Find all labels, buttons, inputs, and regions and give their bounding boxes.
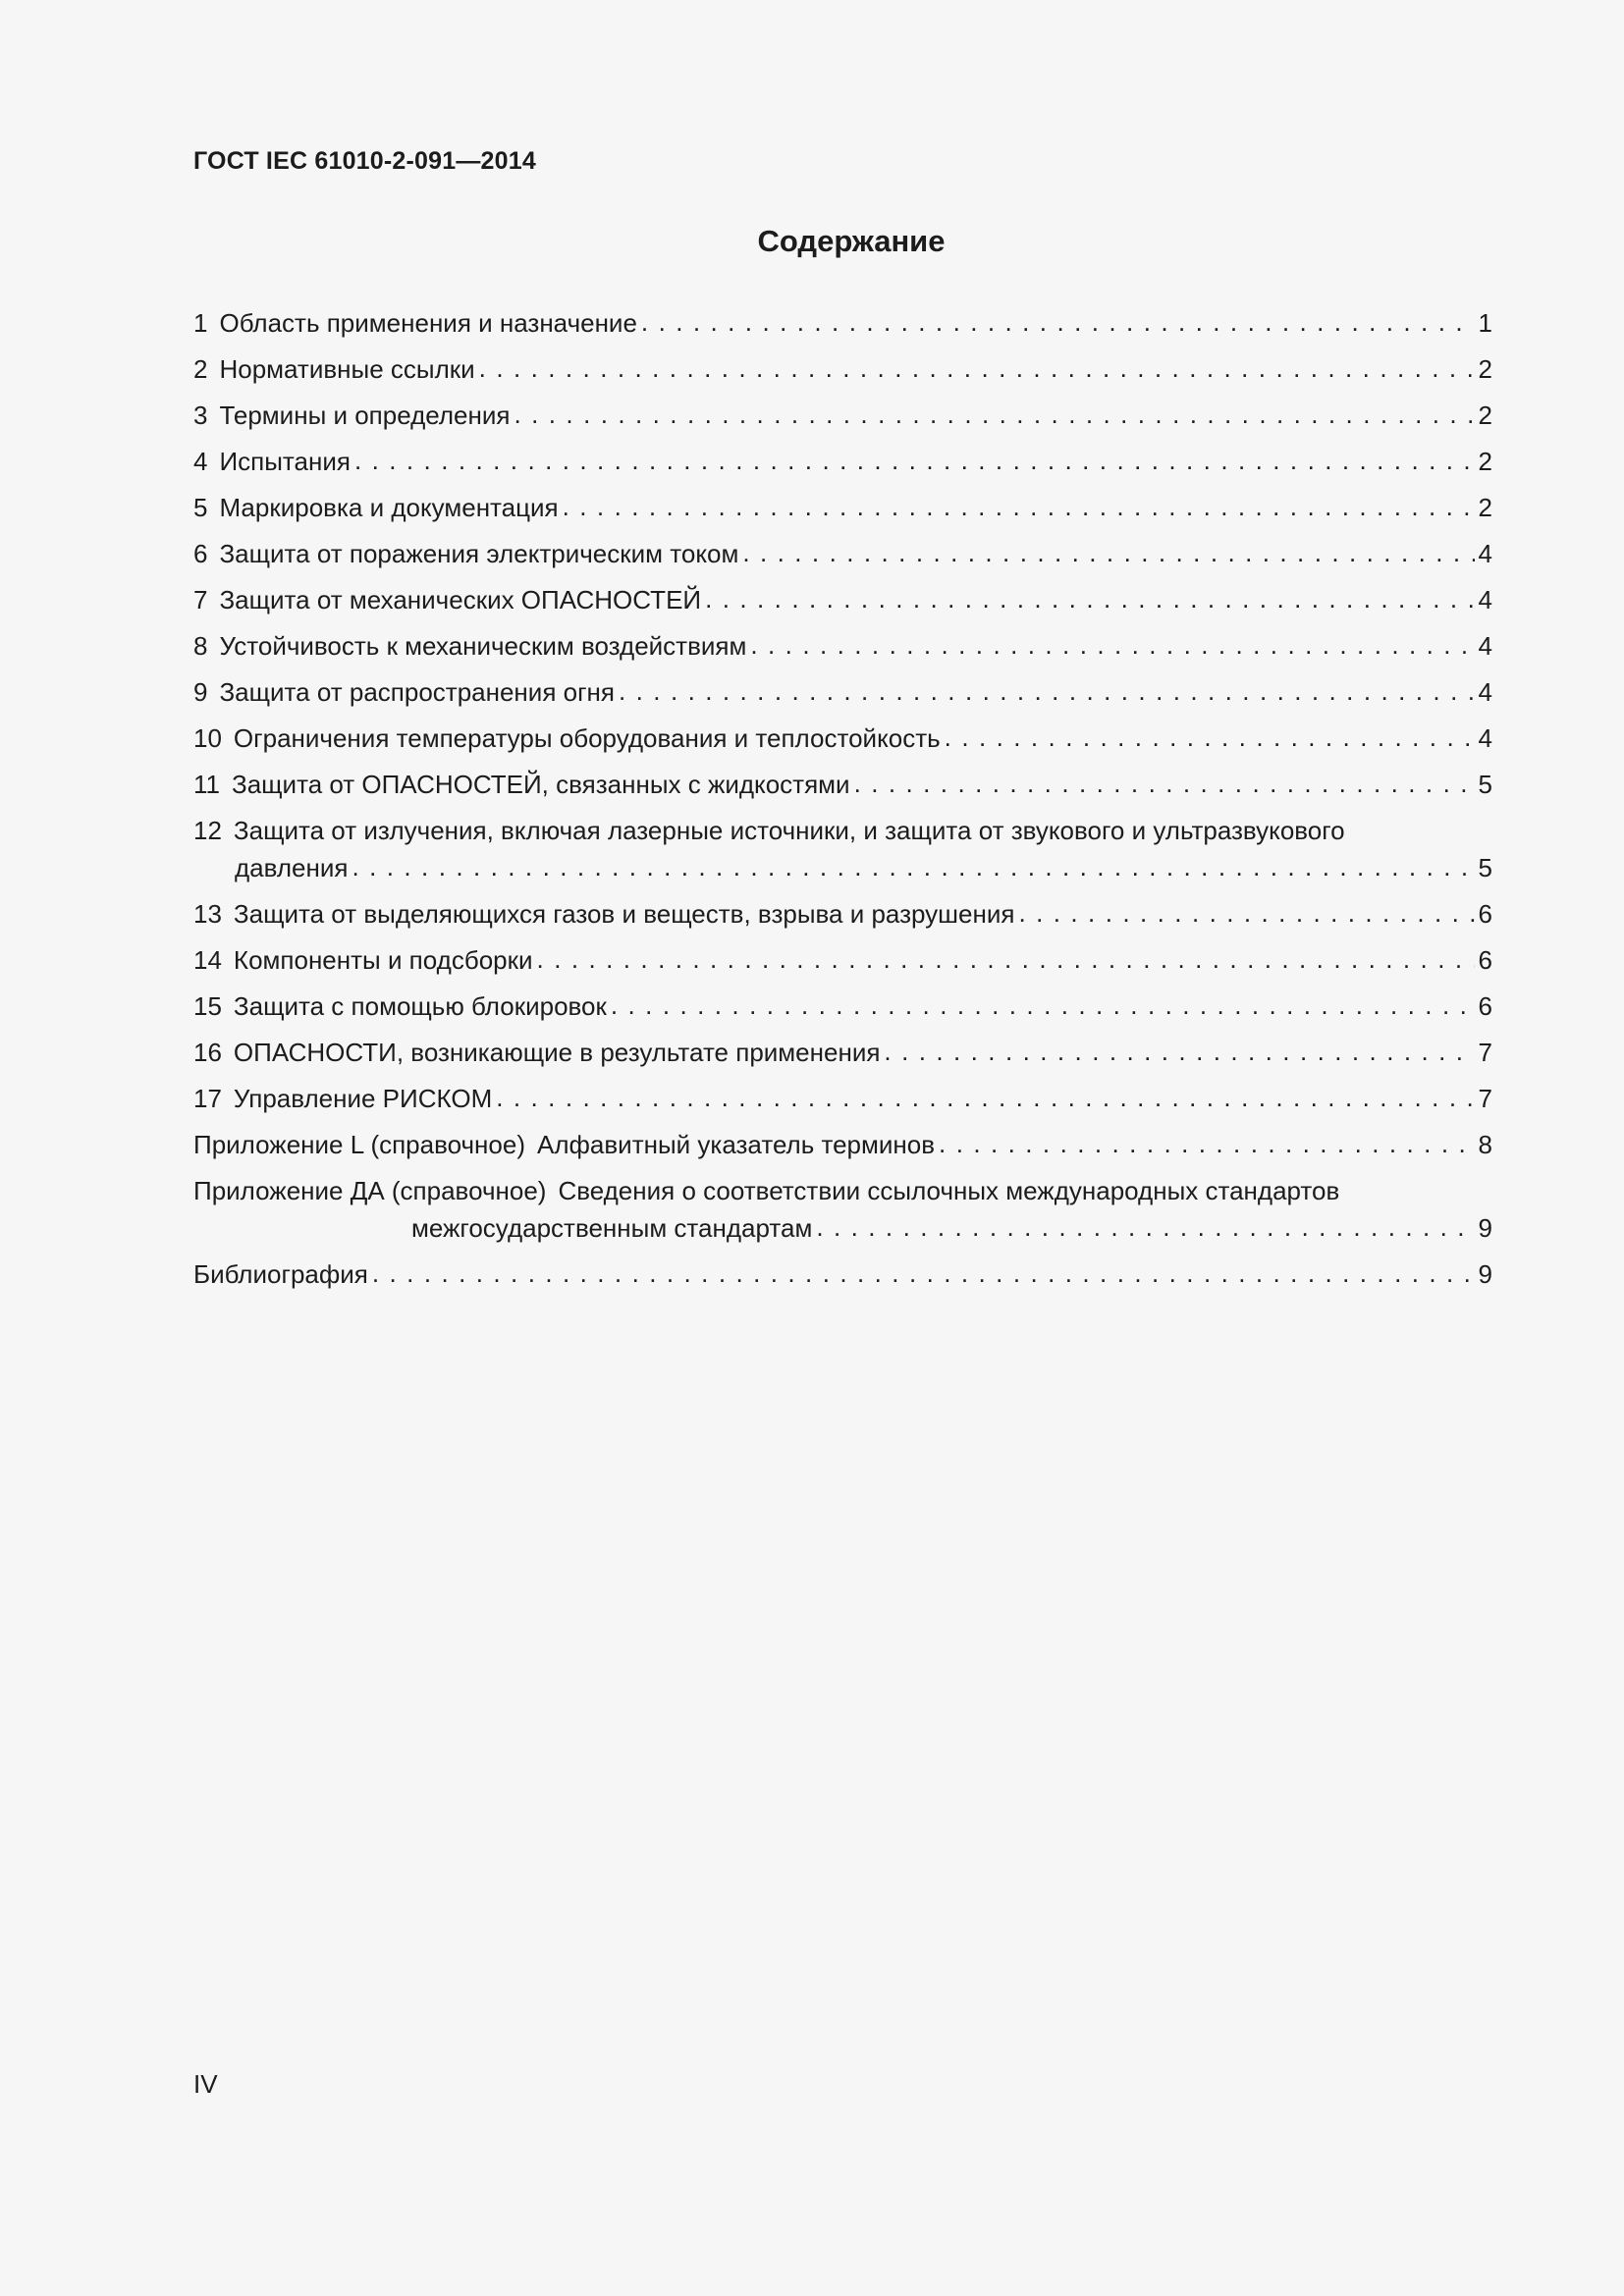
toc-entry-bibliography[interactable] (193, 1257, 1492, 1304)
toc-page-number: 8 (1478, 1130, 1492, 1159)
toc-section-number: 14 (193, 945, 222, 975)
toc-entry-13[interactable] (193, 897, 1492, 943)
toc-page-number: 5 (1478, 853, 1492, 882)
toc-section-title: Маркировка и документация (219, 493, 559, 522)
toc-section-title: Область применения и назначение (219, 308, 637, 338)
toc-section-number: 2 (193, 354, 208, 384)
dot-leader (854, 767, 1475, 800)
bibliography-title: Библиография (193, 1259, 368, 1289)
toc-page-number: 2 (1478, 400, 1492, 430)
toc-entry-4[interactable] (193, 445, 1492, 491)
toc-page-number: 4 (1478, 585, 1492, 614)
toc-entry-12[interactable] (193, 814, 1492, 897)
toc-section-number: 17 (193, 1084, 222, 1113)
page-number: IV (193, 2069, 218, 2099)
toc-page-number: 7 (1478, 1084, 1492, 1113)
dot-leader (816, 1210, 1474, 1244)
dot-leader (939, 1127, 1474, 1160)
toc-section-number: 9 (193, 677, 208, 707)
toc-page-number: 4 (1478, 723, 1492, 753)
toc-page-number: 5 (1478, 770, 1492, 799)
toc-section-number: 13 (193, 899, 222, 929)
toc-section-number: 7 (193, 585, 208, 614)
toc-section-title: Испытания (219, 447, 351, 476)
toc-section-number: 3 (193, 400, 208, 430)
dot-leader (372, 1256, 1475, 1290)
dot-leader (514, 398, 1474, 431)
dot-leader (884, 1035, 1474, 1068)
toc-section-title: ОПАСНОСТИ, возникающие в результате применения (233, 1038, 881, 1067)
toc-page-number: 2 (1478, 354, 1492, 384)
toc-entry-14[interactable] (193, 943, 1492, 989)
toc-section-title: Устойчивость к механическим воздействиям (219, 631, 747, 661)
toc-section-title: Нормативные ссылки (219, 354, 475, 384)
toc-entry-5[interactable] (193, 491, 1492, 537)
toc-page-number: 6 (1478, 991, 1492, 1021)
toc-page-number: 6 (1478, 899, 1492, 929)
toc-section-title: Защита от поражения электрическим током (219, 539, 739, 568)
toc-section-number: 5 (193, 493, 208, 522)
toc-entry-appendix-l[interactable] (193, 1128, 1492, 1174)
dot-leader (742, 536, 1474, 569)
toc-entry-15[interactable] (193, 989, 1492, 1036)
toc-page-number: 6 (1478, 945, 1492, 975)
toc-entry-8[interactable] (193, 629, 1492, 675)
dot-leader (352, 850, 1474, 883)
toc-page-number: 4 (1478, 677, 1492, 707)
toc-section-title: Защита от ОПАСНОСТЕЙ, связанных с жидкостями (232, 770, 850, 799)
document-header: ГОСТ IEC 61010-2-091—2014 (193, 147, 536, 175)
toc-section-title-continued: давления (235, 853, 349, 882)
dot-leader (705, 582, 1474, 615)
toc-section-title: Защита с помощью блокировок (233, 991, 607, 1021)
toc-section-title: Защита от распространения огня (219, 677, 615, 707)
dot-leader (563, 490, 1475, 523)
dot-leader (945, 721, 1475, 754)
dot-leader (619, 674, 1475, 708)
toc-entry-9[interactable] (193, 675, 1492, 721)
toc-page-number: 9 (1478, 1259, 1492, 1289)
toc-page-number: 1 (1478, 308, 1492, 338)
toc-section-title: Управление РИСКОМ (233, 1084, 493, 1113)
appendix-title: Сведения о соответствии ссылочных международных стандартов (558, 1176, 1340, 1205)
toc-section-title: Защита от выделяющихся газов и веществ, взрыва и разрушения (233, 899, 1015, 929)
dot-leader (496, 1081, 1474, 1114)
toc-section-number: 1 (193, 308, 208, 338)
toc-section-title: Компоненты и подсборки (233, 945, 533, 975)
toc-section-title: Ограничения температуры оборудования и теплостойкость (233, 723, 941, 753)
toc-page-number: 4 (1478, 631, 1492, 661)
toc-entry-6[interactable] (193, 537, 1492, 583)
toc-title: Содержание (757, 224, 946, 258)
toc-page-number: 9 (1478, 1213, 1492, 1243)
toc-page-number: 2 (1478, 447, 1492, 476)
appendix-title: Алфавитный указатель терминов (537, 1130, 936, 1159)
toc-section-number: 11 (193, 770, 220, 799)
toc-entry-appendix-da[interactable] (193, 1174, 1492, 1257)
dot-leader (750, 628, 1474, 662)
toc-page-number: 7 (1478, 1038, 1492, 1067)
toc-entry-1[interactable] (193, 306, 1492, 352)
dot-leader (641, 305, 1475, 339)
toc-entry-2[interactable] (193, 352, 1492, 399)
toc-entry-7[interactable] (193, 583, 1492, 629)
toc-page-number: 4 (1478, 539, 1492, 568)
toc-section-number: 6 (193, 539, 208, 568)
toc-entry-17[interactable] (193, 1082, 1492, 1128)
toc-section-number: 12 (193, 816, 222, 845)
toc-section-number: 16 (193, 1038, 222, 1067)
toc-section-number: 8 (193, 631, 208, 661)
appendix-label: Приложение ДА (справочное) (193, 1176, 547, 1205)
dot-leader (537, 942, 1475, 976)
toc-page-number: 2 (1478, 493, 1492, 522)
toc-entry-16[interactable] (193, 1036, 1492, 1082)
appendix-label: Приложение L (справочное) (193, 1130, 525, 1159)
toc-section-title: Защита от механических ОПАСНОСТЕЙ (219, 585, 702, 614)
table-of-contents (193, 306, 1492, 1304)
dot-leader (1018, 896, 1474, 930)
toc-section-title: Термины и определения (219, 400, 511, 430)
dot-leader (611, 988, 1475, 1022)
dot-leader (479, 351, 1475, 385)
toc-section-number: 10 (193, 723, 222, 753)
toc-section-number: 4 (193, 447, 208, 476)
appendix-title-continued: межгосударственным стандартам (411, 1213, 813, 1243)
toc-section-number: 15 (193, 991, 222, 1021)
toc-section-title: Защита от излучения, включая лазерные источники, и защита от звукового и ультразвукового (233, 816, 1345, 845)
dot-leader (354, 444, 1475, 477)
toc-entry-11[interactable] (193, 768, 1492, 814)
toc-entry-10[interactable] (193, 721, 1492, 768)
toc-entry-3[interactable] (193, 399, 1492, 445)
